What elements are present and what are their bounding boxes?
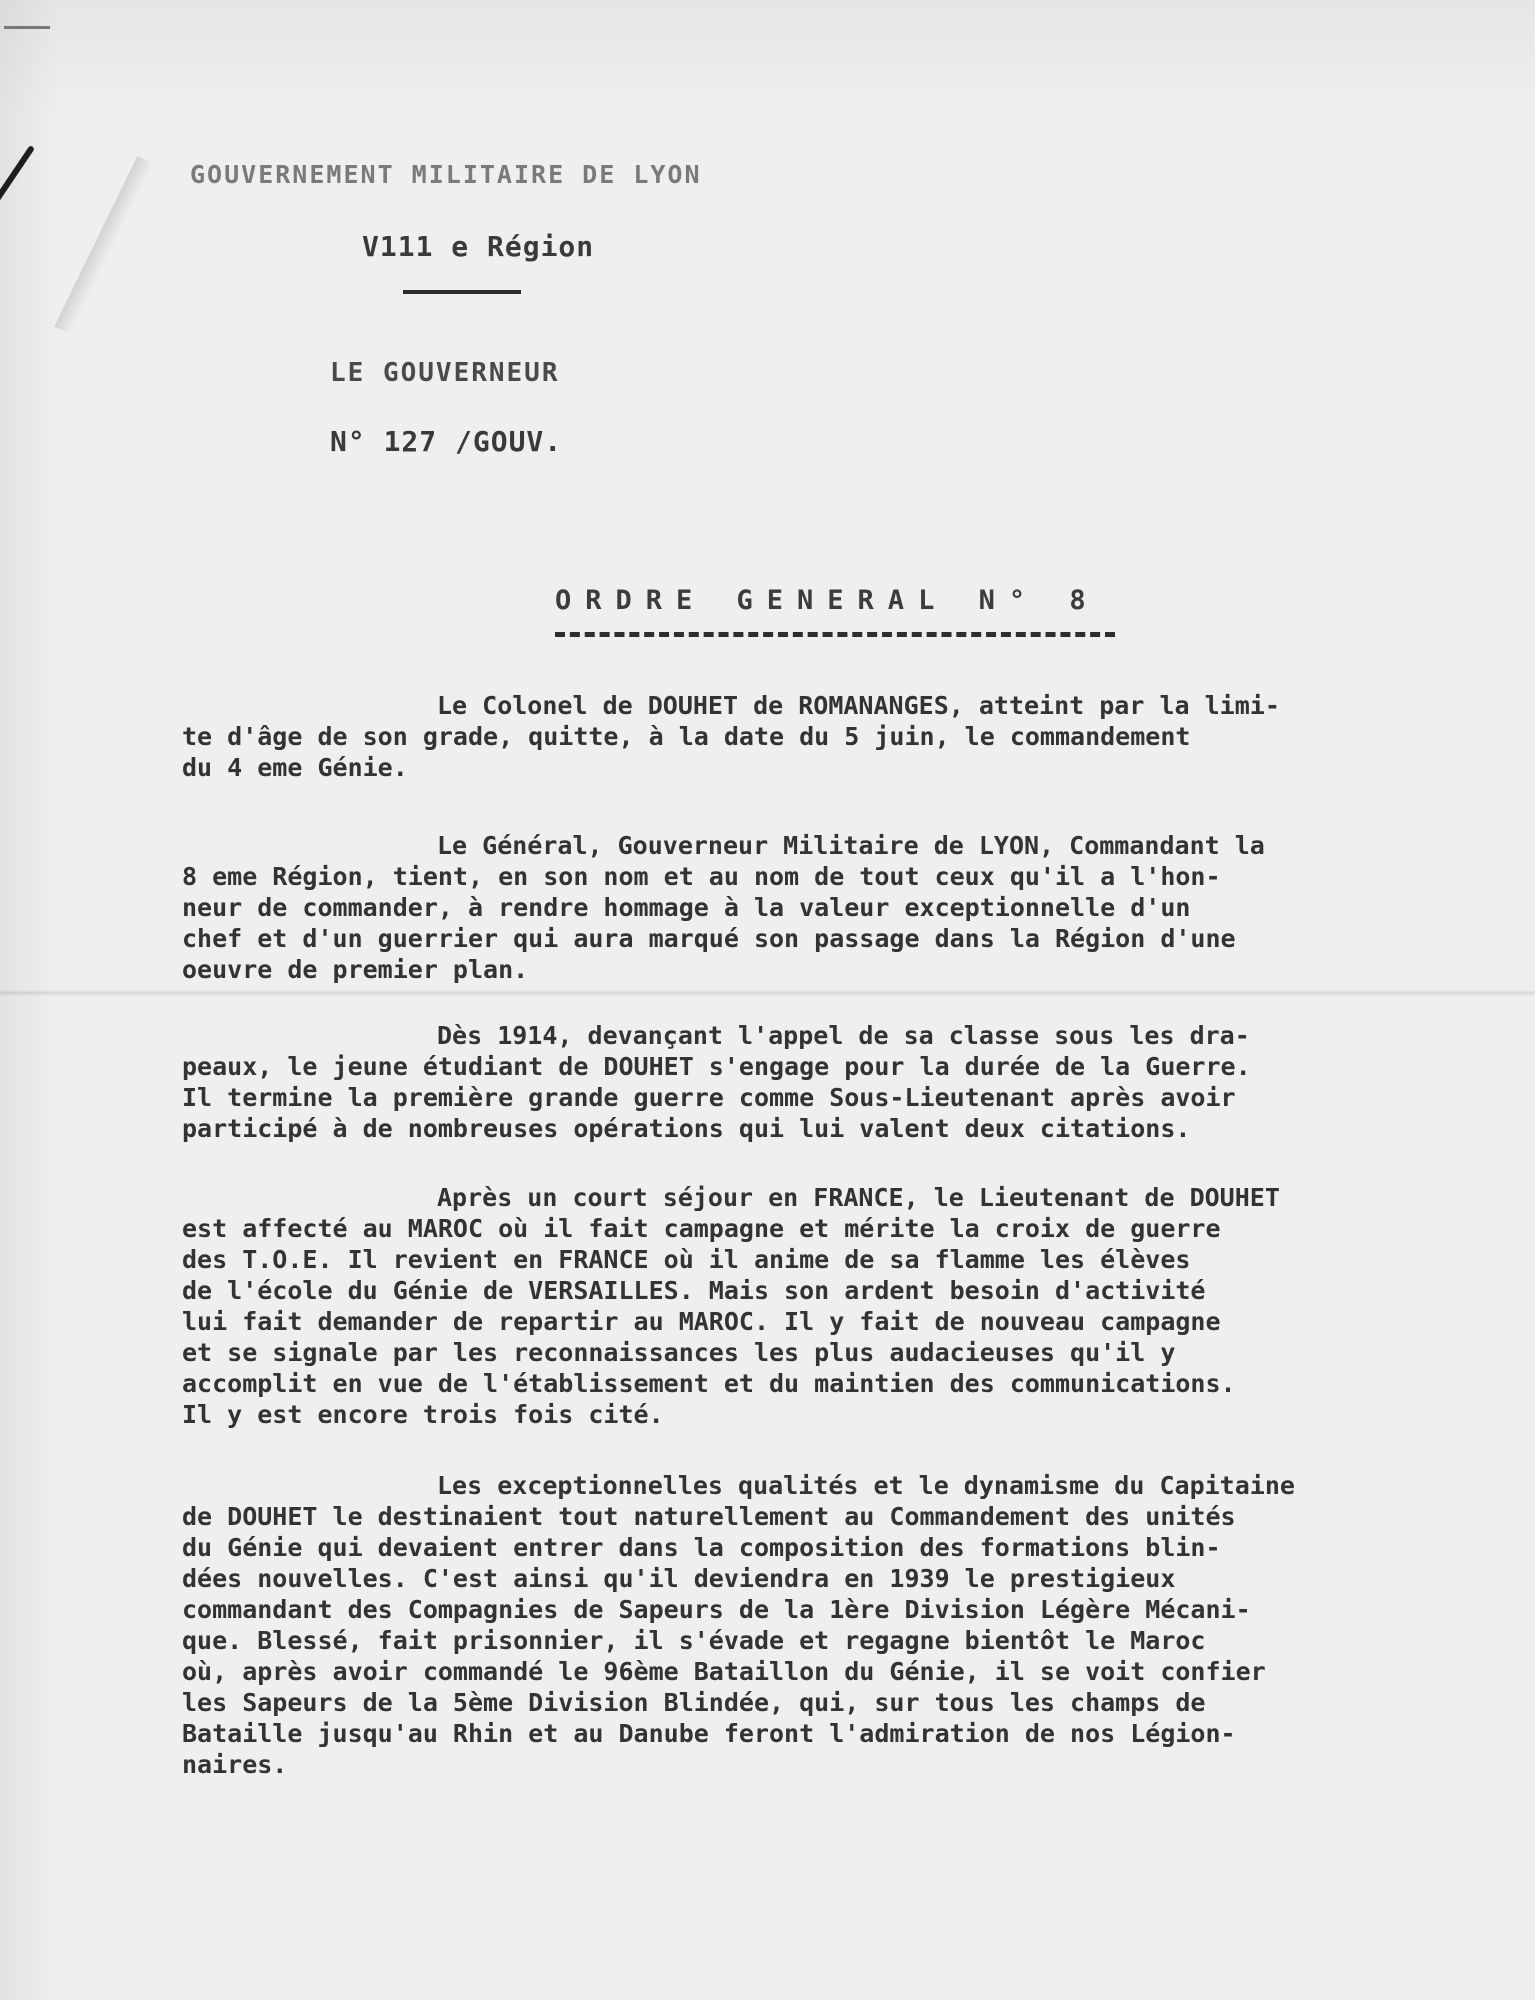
header-institution: GOUVERNEMENT MILITAIRE DE LYON	[190, 160, 702, 189]
header-rule	[403, 290, 521, 294]
paragraph	[182, 1020, 1522, 1144]
paragraph-line: de l'école du Génie de VERSAILLES. Mais son ardent besoin d'activité	[182, 1276, 1206, 1305]
paragraph-line: Bataille jusqu'au Rhin et au Danube feront l'admiration de nos Légion-	[182, 1719, 1236, 1748]
paragraph	[182, 1182, 1522, 1430]
corner-mark	[4, 26, 50, 29]
paragraph-line: de DOUHET le destinaient tout naturellement au Commandement des unités	[182, 1502, 1236, 1531]
pin-icon	[0, 145, 35, 306]
paragraph-line: Il termine la première grande guerre comme Sous-Lieutenant après avoir	[182, 1083, 1236, 1112]
paragraph	[182, 1470, 1522, 1780]
paragraph-line: du 4 eme Génie.	[182, 753, 408, 782]
paragraph-line: dées nouvelles. C'est ainsi qu'il deviendra en 1939 le prestigieux	[182, 1564, 1176, 1593]
paper-fold	[0, 990, 1535, 996]
paragraph-line: naires.	[182, 1750, 288, 1779]
paragraph-line: lui fait demander de repartir au MAROC. Il y fait de nouveau campagne	[182, 1307, 1221, 1336]
paragraph-line: peaux, le jeune étudiant de DOUHET s'engage pour la durée de la Guerre.	[182, 1052, 1251, 1081]
title-underline	[555, 632, 1115, 637]
paragraph	[182, 830, 1522, 985]
paragraph-line: du Génie qui devaient entrer dans la composition des formations blin-	[182, 1533, 1221, 1562]
paragraph-line: chef et d'un guerrier qui aura marqué son passage dans la Région d'une	[182, 924, 1236, 953]
paragraph-line: te d'âge de son grade, quitte, à la date du 5 juin, le commandement	[182, 722, 1191, 751]
header-reference-number: N° 127 /GOUV.	[330, 425, 563, 458]
paragraph-line: est affecté au MAROC où il fait campagne et mérite la croix de guerre	[182, 1214, 1221, 1243]
paragraph-line: Il y est encore trois fois cité.	[182, 1400, 664, 1429]
header-office: LE GOUVERNEUR	[330, 358, 560, 388]
paragraph-line: oeuvre de premier plan.	[182, 955, 529, 984]
pin-shadow	[54, 156, 153, 335]
header-region: V111 e Région	[362, 230, 595, 263]
document-title: ORDRE GENERAL N° 8	[555, 585, 1100, 616]
paragraph-line: Le Général, Gouverneur Militaire de LYON, Commandant la	[437, 831, 1265, 860]
paragraph-line: les Sapeurs de la 5ème Division Blindée, qui, sur tous les champs de	[182, 1688, 1206, 1717]
paragraph-line: 8 eme Région, tient, en son nom et au nom de tout ceux qu'il a l'hon-	[182, 862, 1221, 891]
paragraph-line: que. Blessé, fait prisonnier, il s'évade et regagne bientôt le Maroc	[182, 1626, 1206, 1655]
paragraph-line: neur de commander, à rendre hommage à la valeur exceptionnelle d'un	[182, 893, 1191, 922]
paragraph	[182, 690, 1522, 783]
paragraph-line: Dès 1914, devançant l'appel de sa classe sous les dra-	[437, 1021, 1250, 1050]
paragraph-line: commandant des Compagnies de Sapeurs de la 1ère Division Légère Mécani-	[182, 1595, 1251, 1624]
paragraph-line: des T.O.E. Il revient en FRANCE où il anime de sa flamme les élèves	[182, 1245, 1191, 1274]
paragraph-line: Après un court séjour en FRANCE, le Lieutenant de DOUHET	[437, 1183, 1280, 1212]
paragraph-line: Les exceptionnelles qualités et le dynamisme du Capitaine	[437, 1471, 1295, 1500]
paragraph-line: Le Colonel de DOUHET de ROMANANGES, atteint par la limi-	[437, 691, 1280, 720]
paragraph-line: participé à de nombreuses opérations qui lui valent deux citations.	[182, 1114, 1191, 1143]
paragraph-line: accomplit en vue de l'établissement et du maintien des communications.	[182, 1369, 1236, 1398]
paragraph-line: et se signale par les reconnaissances les plus audacieuses qu'il y	[182, 1338, 1176, 1367]
paragraph-line: où, après avoir commandé le 96ème Bataillon du Génie, il se voit confier	[182, 1657, 1266, 1686]
